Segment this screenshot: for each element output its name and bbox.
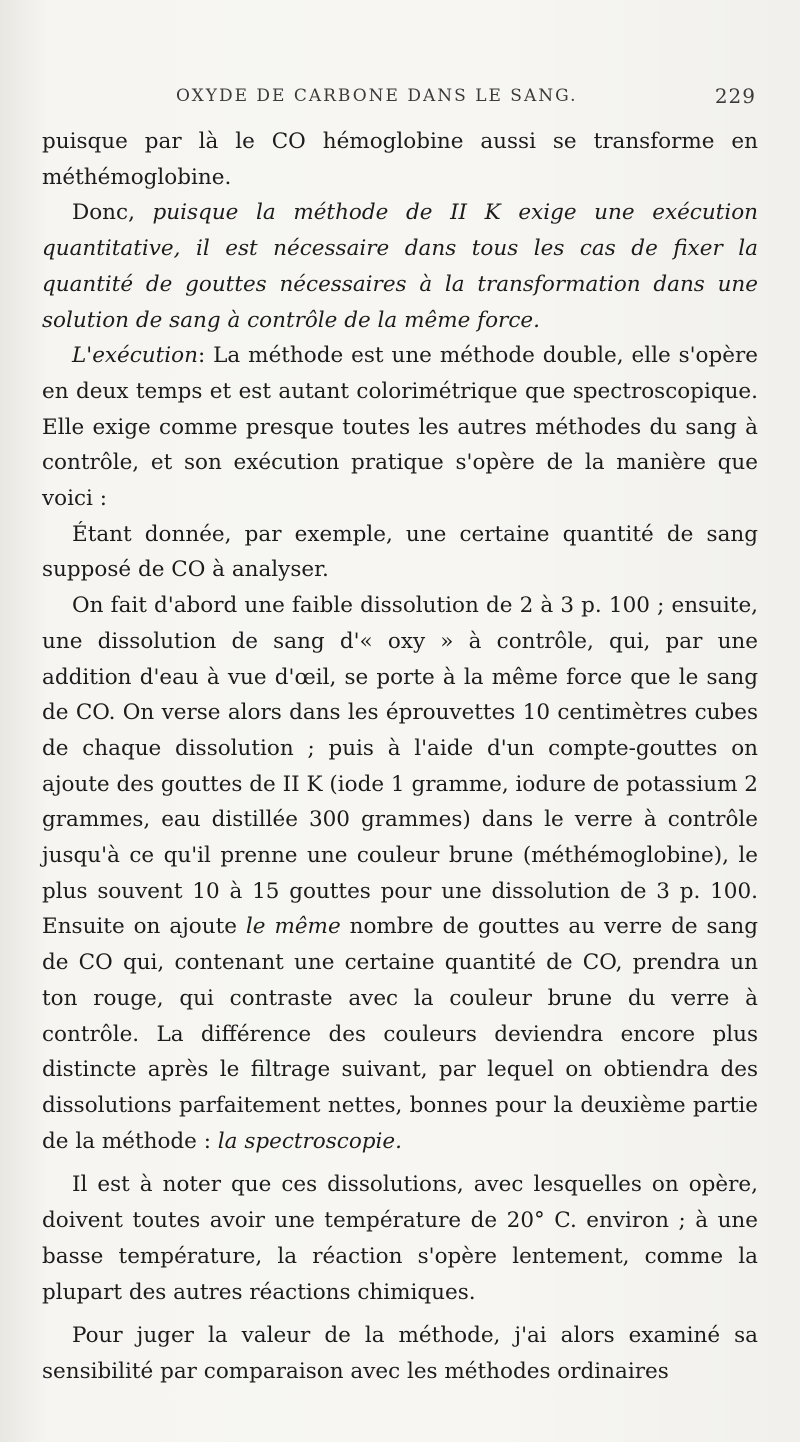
paragraph-5-italic: le même: [245, 914, 341, 940]
paragraph-3: [42, 338, 758, 517]
paragraph-1: puisque par là le CO hémoglobine aussi se transforme en méthémoglobine.: [42, 129, 758, 190]
paragraph-5: [42, 588, 758, 1159]
paragraph-7: Pour juger la valeur de la méthode, j'ai alors examiné sa sensibilité par comparaison avec les méthodes ordinaires: [42, 1323, 758, 1384]
paragraph-5-text-a: On fait d'abord une faible dissolution de 2 à 3 p. 100 ; ensuite, une dissolution de sang d'« oxy » à contrôle, qui, par une addition d'eau à vue d'œil, se porte à la même force que le sang de CO. On verse alors dans les éprouvettes 10 centimètres cubes de chaque dissolution ; puis à l'aide d'un compte-gouttes on ajoute des gouttes de II K (iode 1 gramme, iodure de potassium 2 grammes, eau distillée 300 grammes) dans le verre à contrôle jusqu'à ce qu'il prenne une couleur brune (méthémoglobine), le plus souvent 10 à 15 gouttes pour une dissolution de 3 p. 100. Ensuite on ajoute: [42, 593, 758, 940]
running-header: [176, 86, 756, 114]
paragraph-2: [42, 195, 758, 338]
paragraph-6: Il est à noter que ces dissolutions, avec lesquelles on opère, doivent toutes avoir une température de 20° C. environ ; à une basse température, la réaction s'opère lentement, comme la plupart des autres réactions chimiques.: [42, 1172, 758, 1305]
running-title: OXYDE DE CARBONE DANS LE SANG.: [176, 86, 578, 106]
paragraph-2-lead: Donc,: [72, 200, 153, 226]
paragraph-4: Étant donnée, par exemple, une certaine quantité de sang supposé de CO à analyser.: [42, 521, 758, 583]
paragraph-3-text: : La méthode est une méthode double, elle s'opère en deux temps et est autant colorimétrique que spectroscopique. Elle exige comme presque toutes les autres méthodes du sang à contrôle, et son exécution pratique s'opère de la manière que voici :: [42, 343, 758, 512]
paragraph-2-italic: puisque la méthode de II K exige une exécution quantitative, il est nécessaire dans tous les cas de fixer la quantité de gouttes nécessaires à la transformation dans une solution de sang à contrôle de la même force.: [42, 200, 758, 333]
page-number: 229: [714, 84, 756, 108]
page-body: [42, 124, 758, 1390]
paragraph-5-text-b: nombre de gouttes au verre de sang de CO qui, contenant une certaine quantité de CO, prendra un ton rouge, qui contraste avec la couleur brune du verre à contrôle. La différence des couleurs deviendra encore plus distincte après le filtrage suivant, par lequel on obtiendra des dissolutions parfaitement nettes, bonnes pour la deuxième partie de la méthode :: [42, 914, 758, 1154]
paragraph-5-italic-end: la spectroscopie.: [217, 1128, 402, 1154]
paragraph-3-italic: L'exécution: [72, 343, 198, 369]
